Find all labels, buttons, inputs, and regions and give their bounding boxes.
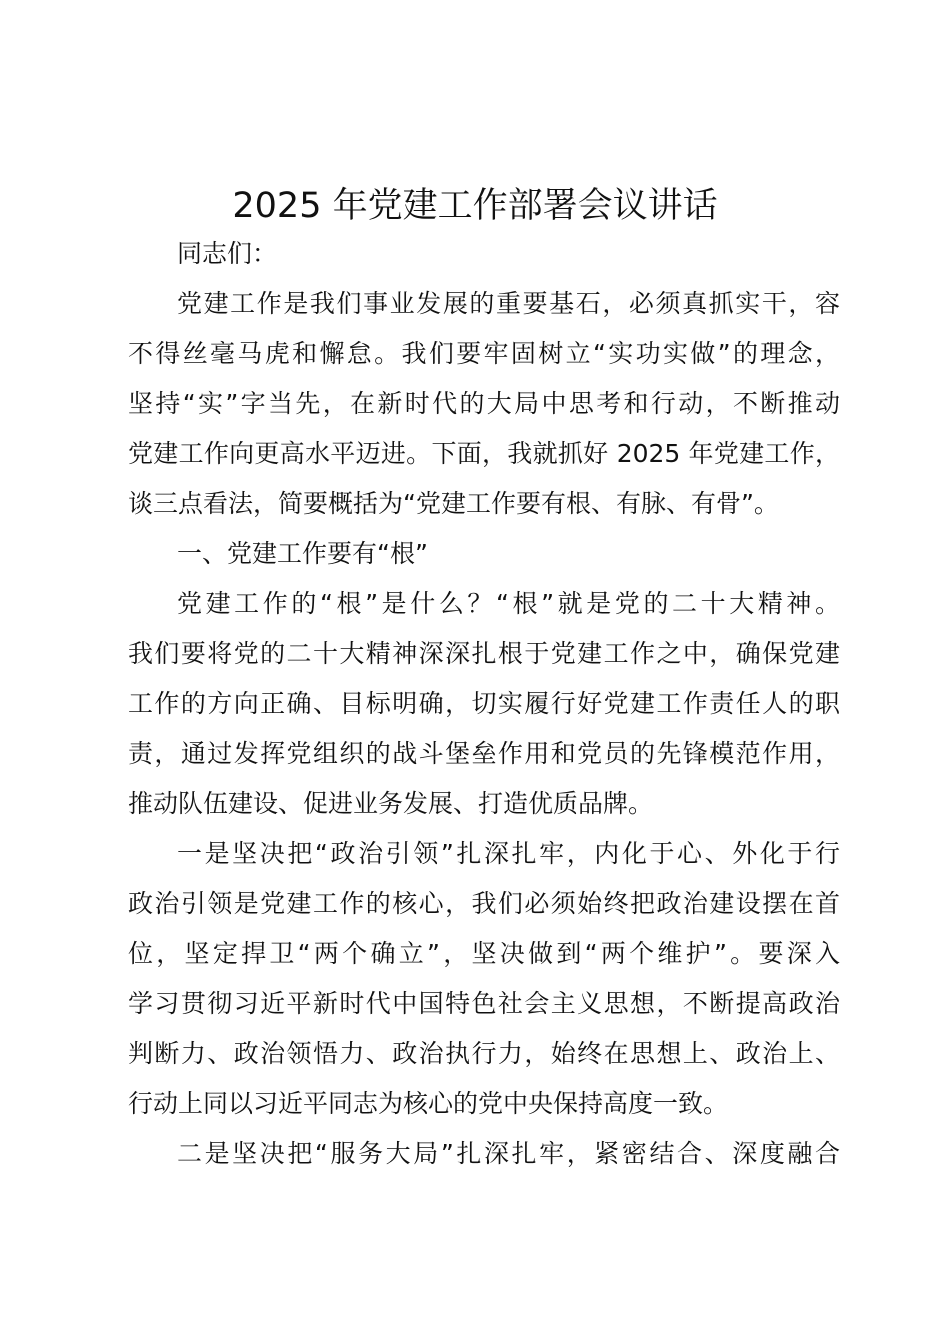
paragraph-line: 不得丝毫马虎和懈怠。我们要牢固树立“实功实做”的理念， <box>128 339 840 368</box>
paragraph-line: 责，通过发挥党组织的战斗堡垒作用和党员的先锋模范作用， <box>128 739 840 768</box>
paragraph-line: 党建工作的“根”是什么？“根”就是党的二十大精神。 <box>177 589 840 618</box>
paragraph-line: 学习贯彻习近平新时代中国特色社会主义思想，不断提高政治 <box>128 989 840 1018</box>
paragraph-line: 推动队伍建设、促进业务发展、打造优质品牌。 <box>128 789 654 818</box>
paragraph-line: 工作的方向正确、目标明确，切实履行好党建工作责任人的职 <box>128 689 840 718</box>
subsection-heading: 二是坚决把“服务大局”扎深扎牢，紧密结合、深度融合 <box>177 1139 840 1168</box>
paragraph-line: 判断力、政治领悟力、政治执行力，始终在思想上、政治上、 <box>128 1039 840 1068</box>
paragraph-line: 位，坚定捍卫“两个确立”，坚决做到“两个维护”。要深入 <box>128 939 840 968</box>
paragraph-line: 党建工作是我们事业发展的重要基石，必须真抓实干，容 <box>177 289 840 318</box>
subsection-heading: 一是坚决把“政治引领”扎深扎牢，内化于心、外化于行 <box>177 839 840 868</box>
document-title: 2025 年党建工作部署会议讲话 <box>232 186 718 226</box>
paragraph-line: 我们要将党的二十大精神深深扎根于党建工作之中，确保党建 <box>128 639 840 668</box>
salutation: 同志们： <box>177 239 278 268</box>
paragraph-line: 行动上同以习近平同志为核心的党中央保持高度一致。 <box>128 1089 729 1118</box>
paragraph-line: 政治引领是党建工作的核心，我们必须始终把政治建设摆在首 <box>128 889 840 918</box>
paragraph-line: 谈三点看法，简要概括为“党建工作要有根、有脉、有骨”。 <box>128 489 779 518</box>
section-heading: 一、党建工作要有“根” <box>177 539 428 568</box>
paragraph-line: 坚持“实”字当先，在新时代的大局中思考和行动，不断推动 <box>128 389 840 418</box>
paragraph-line: 党建工作向更高水平迈进。下面，我就抓好 2025 年党建工作， <box>128 439 840 468</box>
